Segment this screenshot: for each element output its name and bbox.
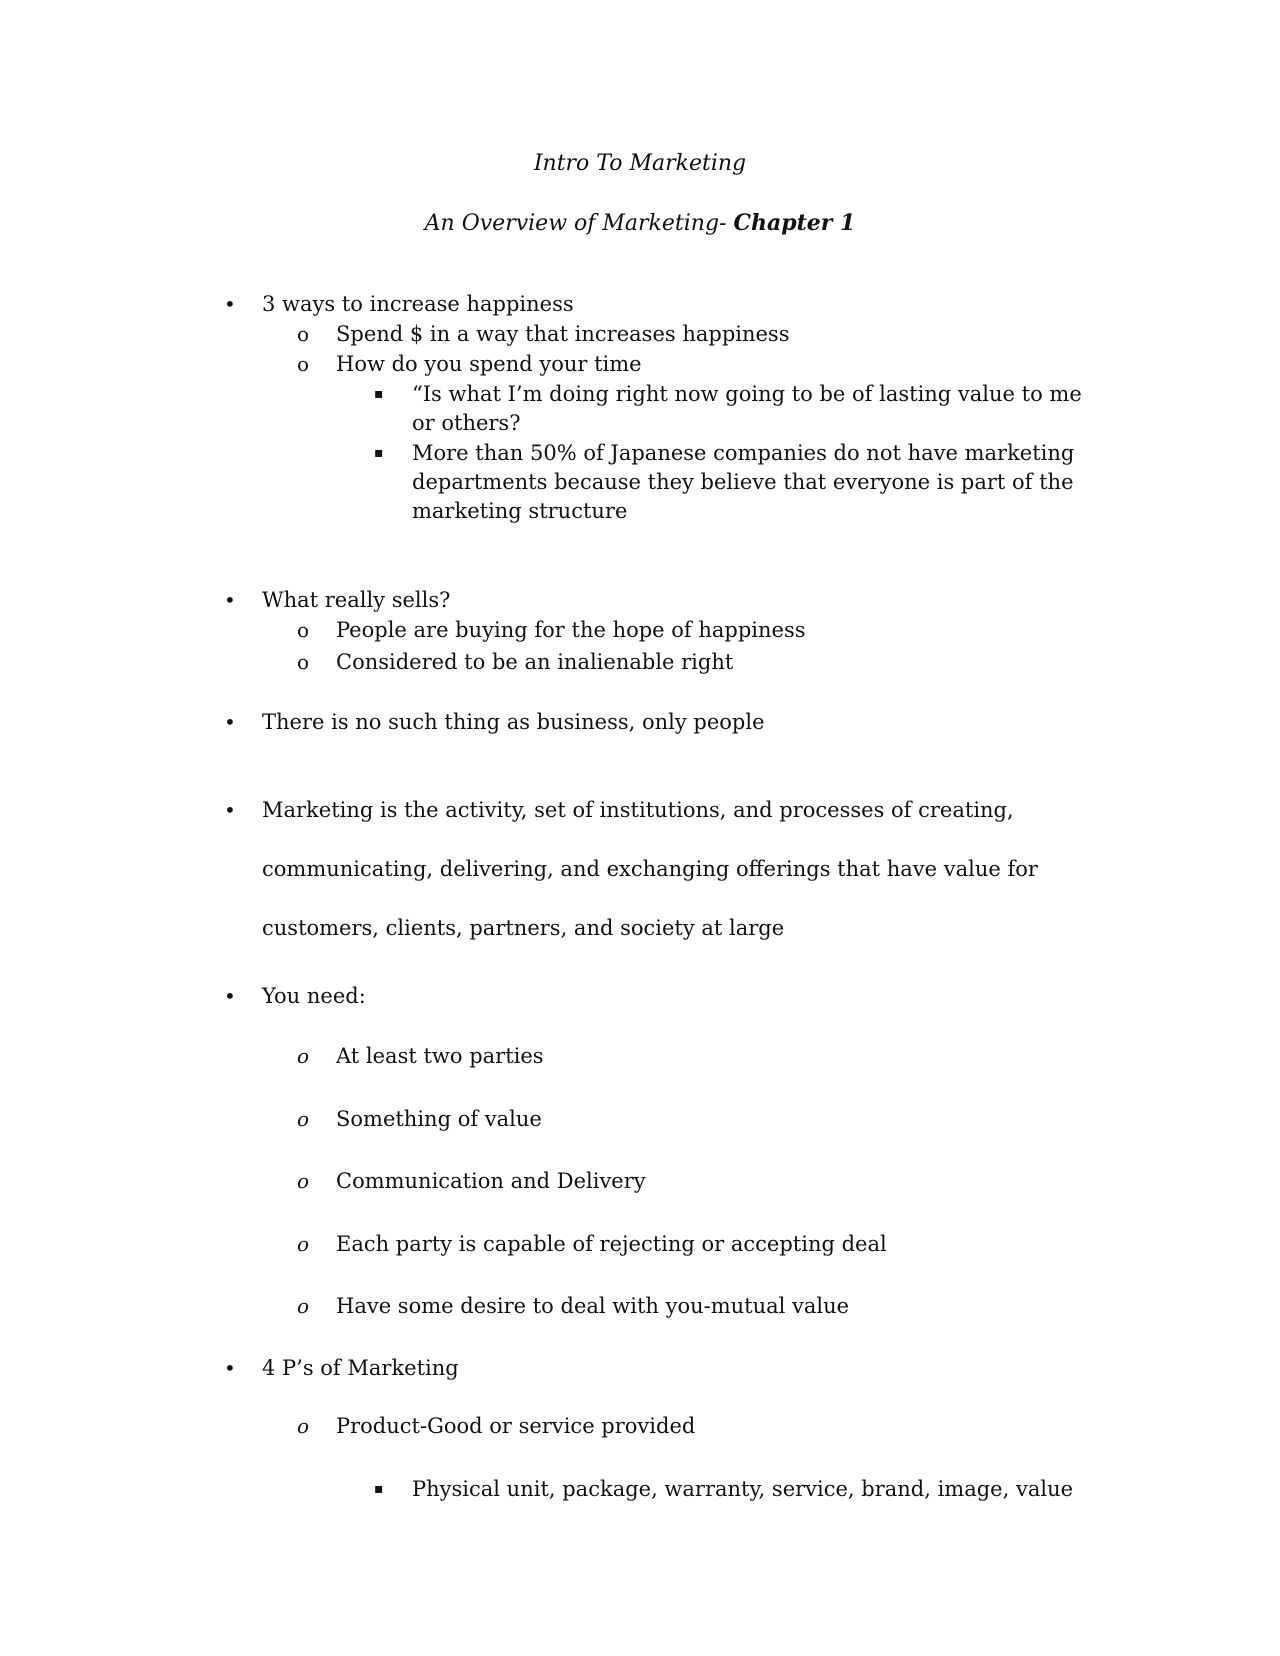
subtitle-text: An Overview of Marketing- (424, 211, 734, 236)
square-marker: ▪ (374, 1481, 384, 1497)
circle-marker: o (297, 1232, 310, 1256)
document-subtitle (0, 210, 1280, 236)
list-item: More than 50% of Japanese companies do not have marketing (412, 441, 1075, 465)
list-item: Considered to be an inalienable right (336, 650, 734, 674)
list-item-continuation: communicating, delivering, and exchanging offerings that have value for (262, 857, 1038, 881)
bullet-marker: • (224, 984, 236, 1008)
list-item: At least two parties (336, 1044, 544, 1068)
circle-marker: o (297, 322, 310, 346)
bullet-marker: • (224, 710, 236, 734)
list-item-continuation: marketing structure (412, 499, 628, 523)
circle-marker: o (297, 1294, 310, 1318)
document-title: Intro To Marketing (533, 151, 747, 176)
list-item-continuation: or others? (412, 411, 521, 435)
square-marker: ▪ (374, 386, 384, 402)
list-item: There is no such thing as business, only people (262, 710, 765, 734)
list-item: How do you spend your time (336, 352, 642, 376)
list-item: Product-Good or service provided (336, 1414, 696, 1438)
list-item: You need: (262, 984, 366, 1008)
list-item: Communication and Delivery (336, 1169, 646, 1193)
list-item: “Is what I’m doing right now going to be of lasting value to me (412, 382, 1082, 406)
subtitle-chapter: Chapter 1 (733, 210, 856, 236)
list-item-continuation: customers, clients, partners, and society at large (262, 916, 785, 940)
bullet-marker: • (224, 292, 236, 316)
circle-marker: o (297, 1414, 310, 1438)
circle-marker: o (297, 650, 310, 674)
list-item: 3 ways to increase happiness (262, 292, 574, 316)
circle-marker: o (297, 1044, 310, 1068)
circle-marker: o (297, 1169, 310, 1193)
list-item: Marketing is the activity, set of institutions, and processes of creating, (262, 798, 1014, 822)
list-item: Physical unit, package, warranty, service, brand, image, value (412, 1477, 1074, 1501)
list-item: People are buying for the hope of happiness (336, 618, 806, 642)
list-item: What really sells? (262, 588, 451, 612)
circle-marker: o (297, 352, 310, 376)
bullet-marker: • (224, 1356, 236, 1380)
circle-marker: o (297, 1107, 310, 1131)
list-item: Something of value (336, 1107, 542, 1131)
bullet-marker: • (224, 798, 236, 822)
list-item: Spend $ in a way that increases happiness (336, 322, 790, 346)
list-item-continuation: departments because they believe that everyone is part of the (412, 470, 1074, 494)
circle-marker: o (297, 618, 310, 642)
list-item: Each party is capable of rejecting or accepting deal (336, 1232, 887, 1256)
bullet-marker: • (224, 588, 236, 612)
list-item: Have some desire to deal with you-mutual value (336, 1294, 850, 1318)
square-marker: ▪ (374, 445, 384, 461)
list-item: 4 P’s of Marketing (262, 1356, 459, 1380)
